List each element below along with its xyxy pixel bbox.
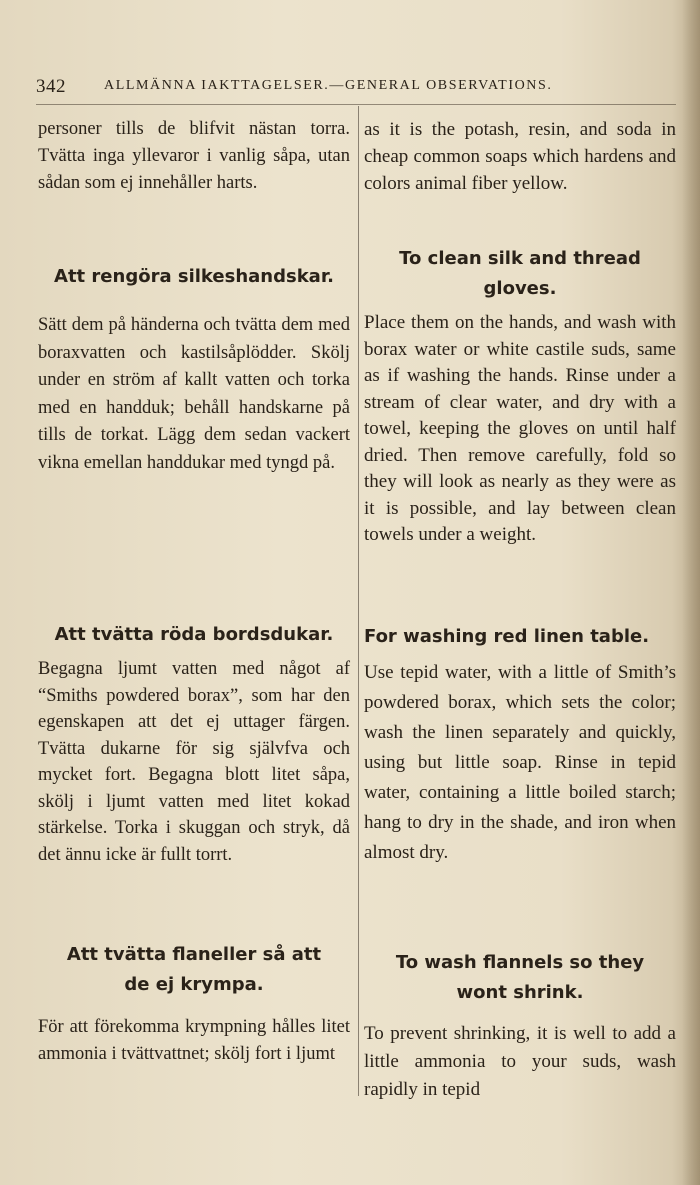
right-section2-heading: For washing red linen table. [364,626,650,647]
left-section2-heading: Att tvätta röda bordsdukar. [54,624,334,645]
header-rule [36,104,676,105]
right-section3-body: To prevent shrinking, it is well to add a little ammonia to your suds, wash rapidly in tepid [364,1023,676,1100]
right-intro-paragraph: as it is the potash, resin, and soda in cheap common soaps which hardens and colors animal fiber yellow. [364,119,676,194]
right-section3-heading: To wash flannels so they wont shrink. [395,952,645,1003]
left-section1-body: Sätt dem på händerna och tvätta dem med boraxvatten och kastilsåplödder. Skölj under en ström af kallt vatten och torka med en handduk; behåll handskarne på tills de torkat. Lägg dem sedan vackert vikna emellan handdukar med tyngd på. [38,315,350,473]
page-header [36,76,676,102]
right-section2-body: Use tepid water, with a little of Smith’s powdered borax, which sets the color; wash the linen separately and quickly, using but little soap. Rinse in tepid water, containing a little boiled starch; hang to dry in the shade, and iron when almost dry. [364,662,676,863]
page-number: 342 [36,76,66,97]
right-section1-heading: To clean silk and thread gloves. [399,248,641,299]
page-edge-shadow [682,0,700,1185]
running-title: ALLMÄNNA IAKTTAGELSER.—GENERAL OBSERVATIONS. [104,78,553,93]
left-section3-heading: Att tvätta flaneller så att de ej krympa. [66,944,322,995]
left-column [38,114,350,1094]
right-column [364,114,676,1100]
right-section1-body: Place them on the hands, and wash with borax water or white castile suds, same as if washing the hands. Rinse under a stream of clear water, and dry with a towel, keeping the gloves on until half dried. Then remove carefully, fold so they will look as nearly as they were as it is possible, and lay between clean towels under a weight. [364,312,676,545]
column-divider [358,106,359,1096]
left-section1-heading: Att rengöra silkeshandskar. [54,266,334,287]
left-section2-body: Begagna ljumt vatten med något af “Smiths powdered borax”, som har den egenskapen att det ej uttager färgen. Tvätta dukarne för sig självfva och mycket fort. Begagna blott litet såpa, skölj i ljumt vatten med litet kokad stärkelse. Torka i skuggan och stryk, då det ännu icke är fullt torrt. [38,659,350,865]
left-section3-body: För att förekomma krympning hålles litet ammonia i tvättvattnet; skölj fort i ljumt [38,1017,350,1064]
left-intro-paragraph: personer tills de blifvit nästan torra. Tvätta inga yllevaror i vanlig såpa, utan sådan som ej innehåller harts. [38,119,350,193]
